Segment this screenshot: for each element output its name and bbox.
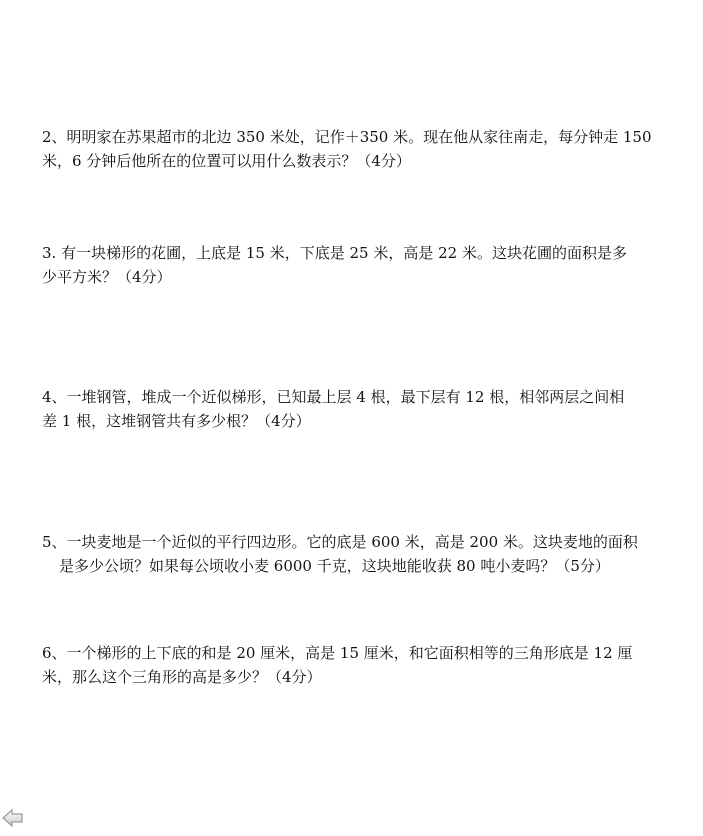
question-3 [42,241,662,289]
question-3-line-1: 3. 有一块梯形的花圃，上底是 15 米，下底是 25 米，高是 22 米。这块花圃的面积是多 [42,244,627,262]
question-4 [42,385,662,433]
question-6 [42,641,662,689]
question-2 [42,125,662,173]
question-3-line-2: 少平方米？（4分） [42,268,172,286]
question-6-line-2: 米，那么这个三角形的高是多少？（4分） [42,668,322,686]
question-4-line-2: 差 1 根，这堆钢管共有多少根？（4分） [42,412,311,430]
question-5-line-1: 5、一块麦地是一个近似的平行四边形。它的底是 600 米，高是 200 米。这块麦地的面积 [42,533,638,551]
question-2-line-2: 米，6 分钟后他所在的位置可以用什么数表示？（4分） [42,152,411,170]
question-5-line-2: 是多少公顷？如果每公顷收小麦 6000 千克，这块地能收获 80 吨小麦吗？（5分） [59,557,610,575]
back-arrow-icon[interactable] [2,808,24,828]
question-4-line-1: 4、一堆钢管，堆成一个近似梯形，已知最上层 4 根，最下层有 12 根，相邻两层之间相 [42,388,625,406]
question-6-line-1: 6、一个梯形的上下底的和是 20 厘米，高是 15 厘米，和它面积相等的三角形底是 12 厘 [42,644,633,662]
question-2-line-1: 2、明明家在苏果超市的北边 350 米处，记作＋350 米。现在他从家往南走，每分钟走 150 [42,128,652,146]
question-5 [42,530,662,578]
